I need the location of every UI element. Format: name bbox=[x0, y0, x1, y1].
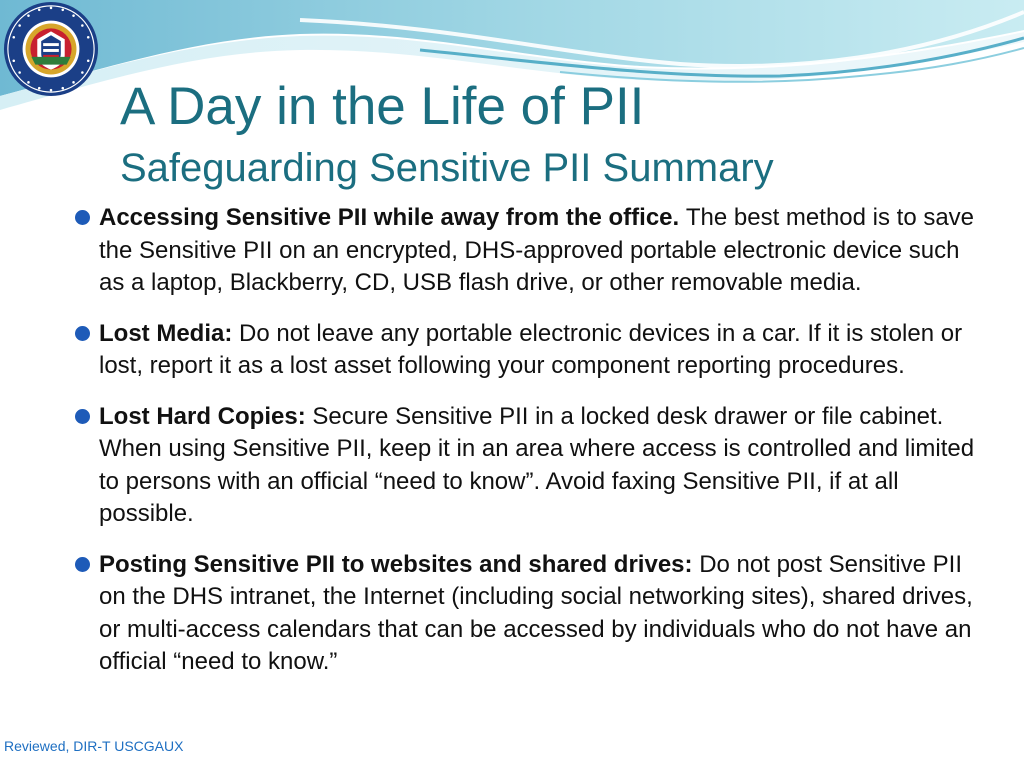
bullet-posting-sensitive-pii bbox=[72, 549, 977, 679]
bullet-accessing-sensitive-pii bbox=[72, 202, 977, 300]
bullet-dot-icon bbox=[75, 557, 90, 572]
bullet-text: Secure Sensitive PII in a locked desk drawer or file cabinet. When using Sensitive PII, keep it in an area where access is controlled and limited to persons with an official “need to know”. Avoid faxing Sensitive PII, if at all possible. bbox=[99, 402, 975, 527]
coast-guard-auxiliary-seal-icon bbox=[2, 0, 100, 98]
bullet-lead: Lost Media: bbox=[99, 319, 240, 347]
bullet-dot-icon bbox=[75, 326, 90, 341]
bullet-lost-hard-copies bbox=[72, 401, 977, 531]
bullet-lost-media bbox=[72, 318, 977, 383]
bullet-dot-icon bbox=[75, 210, 90, 225]
slide-subtitle: Safeguarding Sensitive PII Summary bbox=[120, 146, 774, 190]
summary-bullet-list bbox=[72, 202, 977, 679]
bullet-lead: Lost Hard Copies: bbox=[99, 402, 313, 430]
bullet-text: The best method is to save the Sensitive PII on an encrypted, DHS-approved portable electronic device such as a laptop, Blackberry, CD, USB flash drive, or other removable media. bbox=[99, 204, 975, 296]
slide-title: A Day in the Life of PII bbox=[120, 77, 645, 136]
bullet-lead: Accessing Sensitive PII while away from the office. bbox=[99, 204, 686, 231]
bullet-text: Do not leave any portable electronic devices in a car. If it is stolen or lost, report it as a lost asset following your component reporting procedures. bbox=[99, 319, 963, 379]
bullet-dot-icon bbox=[75, 409, 90, 424]
footer-review-note: Reviewed, DIR-T USCGAUX bbox=[4, 738, 184, 754]
bullet-text: Do not post Sensitive PII on the DHS intranet, the Internet (including social networking sites), shared drives, or multi-access calendars that can be accessed by individuals who do not have an official “need to know.” bbox=[99, 550, 973, 675]
bullet-lead: Posting Sensitive PII to websites and shared drives: bbox=[99, 550, 700, 578]
